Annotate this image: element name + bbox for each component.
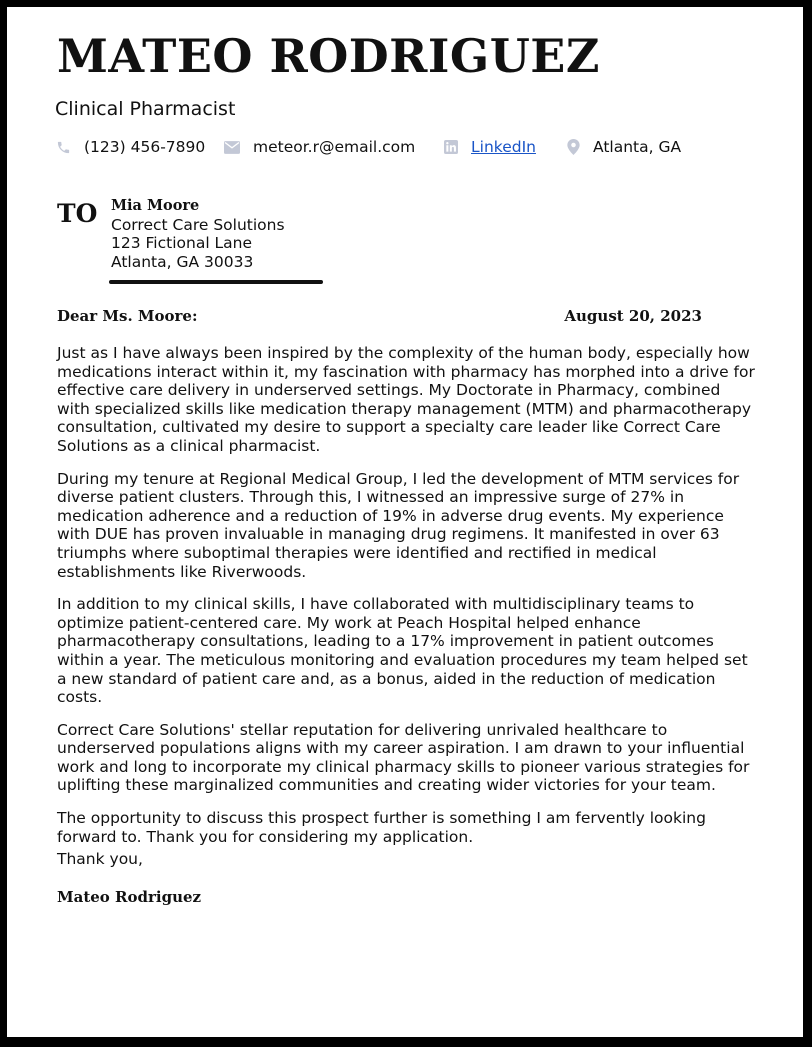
envelope-icon (224, 141, 240, 154)
cover-letter-page (7, 7, 803, 1037)
recipient-address-line2: Atlanta, GA 30033 (111, 252, 254, 271)
body-paragraph: Correct Care Solutions' stellar reputation for delivering unrivaled healthcare to underserved populations aligns with my career aspiration. I am drawn to your influential work and long to incorporate my clinical pharmacy skills to pioneer various strategies for uplifting these marginalized communities and creating wider victories for your team. (57, 720, 750, 795)
recipient-name: Mia Moore (111, 197, 200, 214)
location-pin-icon (567, 139, 580, 155)
phone-icon (56, 140, 71, 155)
linkedin-icon (444, 140, 458, 154)
recipient-company: Correct Care Solutions (111, 215, 285, 234)
applicant-title: Clinical Pharmacist (55, 98, 236, 120)
signature-name: Mateo Rodriguez (57, 888, 202, 906)
closing: Thank you, (57, 850, 143, 868)
salutation: Dear Ms. Moore: (57, 307, 198, 325)
contact-email (224, 136, 415, 158)
recipient-divider (109, 280, 323, 284)
body-paragraph: The opportunity to discuss this prospect further is something I am fervently looking forward to. Thank you for considering my application. (57, 809, 706, 846)
letter-date: August 20, 2023 (564, 307, 702, 325)
email-address[interactable]: meteor.r@email.com (253, 138, 416, 156)
location-text: Atlanta, GA (593, 138, 682, 156)
phone-number: (123) 456-7890 (84, 138, 206, 156)
body-paragraph: During my tenure at Regional Medical Group, I led the development of MTM services for diverse patient clusters. Through this, I witnessed an impressive surge of 27% in medication adherence and a reduction of 19% in adverse drug events. My experience with DUE has proven invaluable in managing drug regimens. It manifested in over 63 triumphs where suboptimal therapies were identified and rectified in medical establishments like Riverwoods. (57, 469, 740, 581)
to-label: TO (57, 199, 98, 228)
letter-body (57, 344, 757, 860)
contact-location (567, 136, 681, 158)
contact-phone (56, 136, 205, 158)
applicant-name: MATEO RODRIGUEZ (57, 29, 600, 83)
recipient-address-line1: 123 Fictional Lane (111, 234, 253, 252)
contact-linkedin (444, 136, 536, 158)
body-paragraph: In addition to my clinical skills, I have collaborated with multidisciplinary teams to optimize patient-centered care. My work at Peach Hospital helped enhance pharmacotherapy consultations, leading to a 17% improvement in patient outcomes within a year. The meticulous monitoring and evaluation procedures my team helped set a new standard of patient care and, as a bonus, aided in the reduction of medication costs. (57, 595, 748, 707)
body-paragraph: Just as I have always been inspired by the complexity of the human body, especially how medications interact within it, my fascination with pharmacy has morphed into a drive for effective care delivery in underserved settings. My Doctorate in Pharmacy, combined with specialized skills like medication therapy management (MTM) and pharmacotherapy consultation, cultivated my desire to support a specialty care leader like Correct Care Solutions as a clinical pharmacist. (57, 344, 755, 455)
linkedin-link[interactable]: LinkedIn (471, 138, 536, 156)
recipient-block (111, 197, 285, 271)
